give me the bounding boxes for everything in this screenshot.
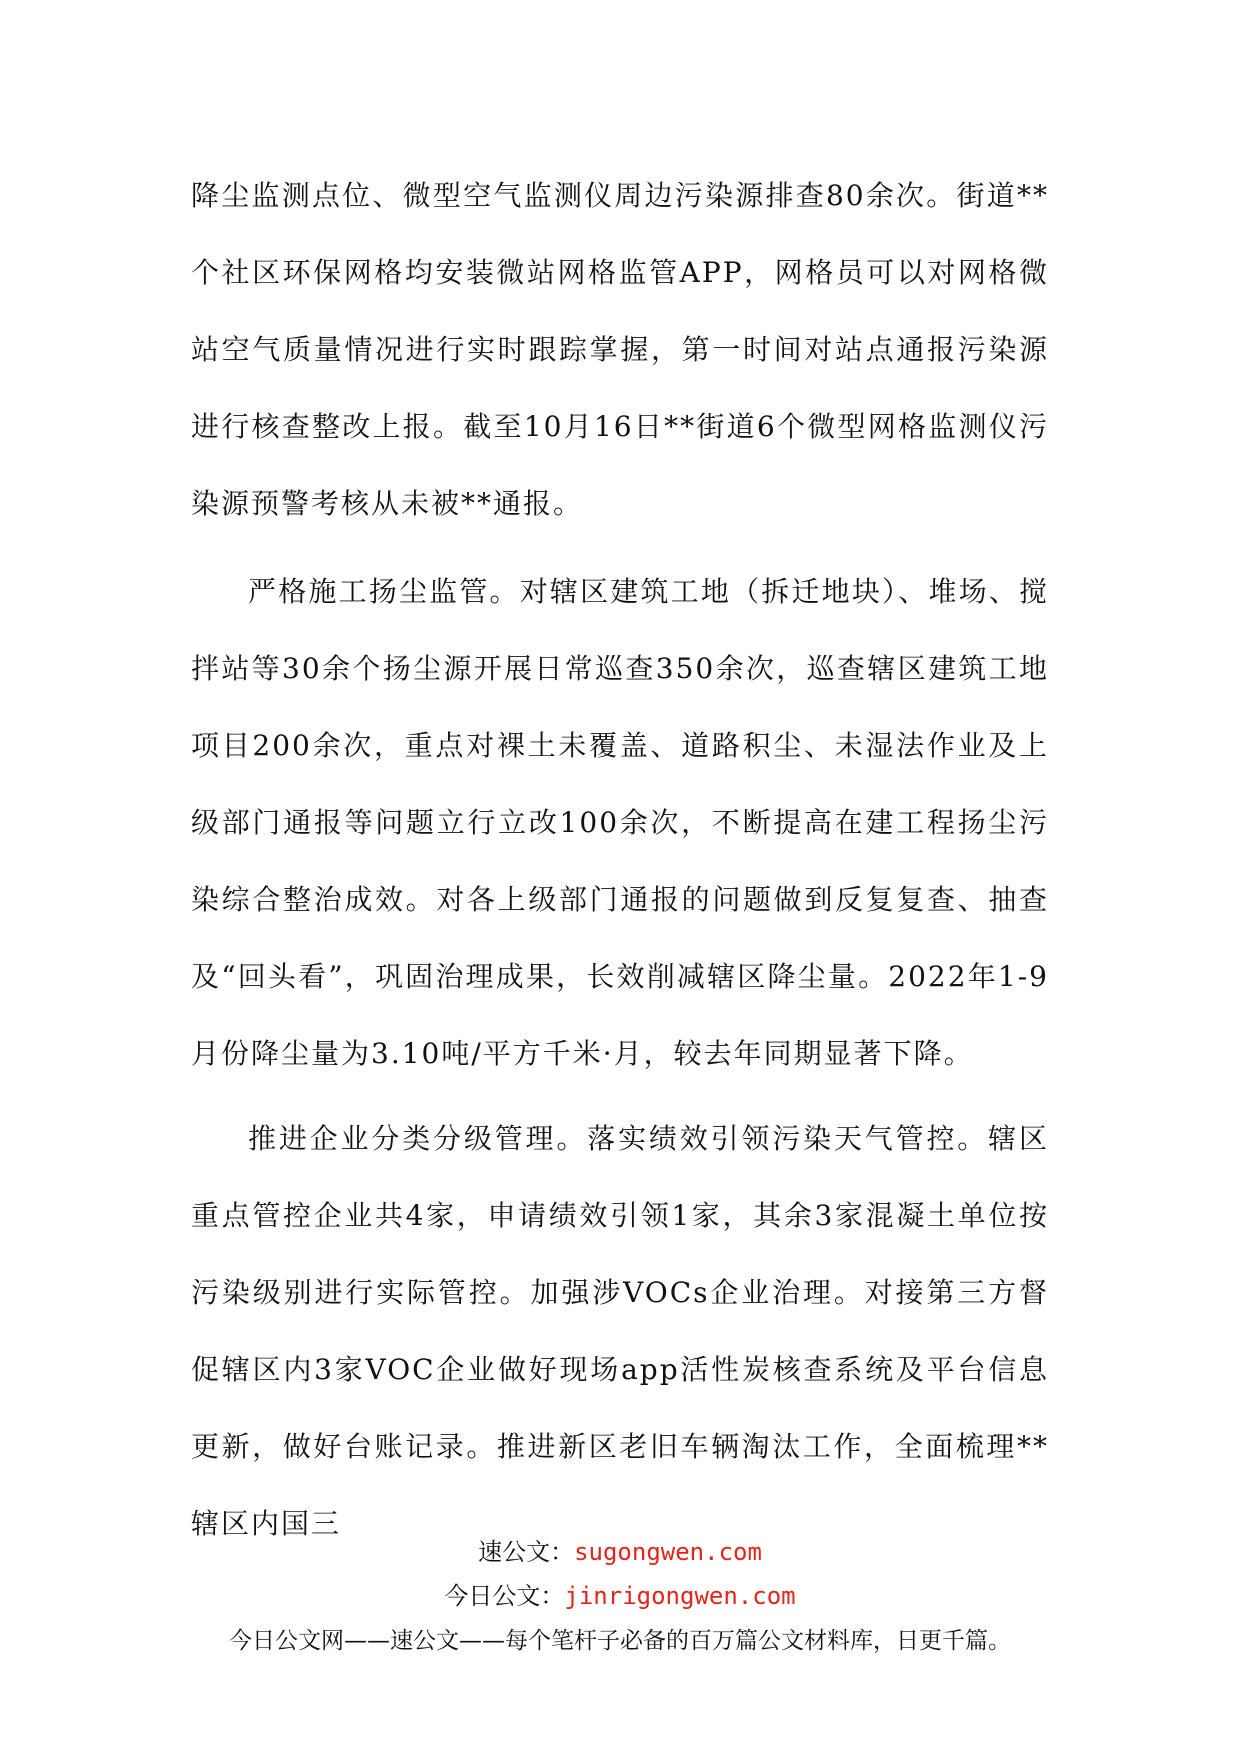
paragraph-3: 推进企业分类分级管理。落实绩效引领污染天气管控。辖区重点管控企业共4家，申请绩效引领1家，其余3家混凝土单位按污染级别进行实际管控。加强涉VOCs企业治理。对接第三方督促辖区内3家VOC企业做好现场app活性炭核查系统及平台信息更新，做好台账记录。推进新区老旧车辆淘汰工作，全面梳理**辖区内国三 [191, 1122, 1049, 1540]
paragraph-2: 严格施工扬尘监管。对辖区建筑工地（拆迁地块）、堆场、搅拌站等30余个扬尘源开展日常巡查350余次，巡查辖区建筑工地项目200余次，重点对裸土未覆盖、道路积尘、未湿法作业及上级部门通报等问题立行立改100余次，不断提高在建工程扬尘污染综合整治成效。对各上级部门通报的问题做到反复复查、抽查及“回头看”，巩固治理成果，长效削减辖区降尘量。2022年1-9月份降尘量为3.10吨/平方千米·月，较去年同期显著下降。 [191, 575, 1049, 1070]
paragraph-1: 降尘监测点位、微型空气监测仪周边污染源排查80余次。街道**个社区环保网格均安装微站网格监管APP，网格员可以对网格微站空气质量情况进行实时跟踪掌握，第一时间对站点通报污染源进行核查整改上报。截至10月16日**街道6个微型网格监测仪污染源预警考核从未被**通报。 [191, 179, 1049, 520]
footer-sugongwen [0, 1532, 1240, 1567]
footer-tagline: 今日公文网——速公文——每个笔杆子必备的百万篇公文材料库，日更千篇。 [229, 1628, 1011, 1654]
footer-jinrigongwen-label: 今日公文： [444, 1582, 565, 1610]
footer-jinrigongwen [0, 1576, 1240, 1611]
footer-jinrigongwen-link[interactable]: jinrigongwen.com [564, 1582, 796, 1610]
footer-sugongwen-label: 速公文： [478, 1538, 575, 1566]
footer-sugongwen-link[interactable]: sugongwen.com [574, 1538, 762, 1566]
